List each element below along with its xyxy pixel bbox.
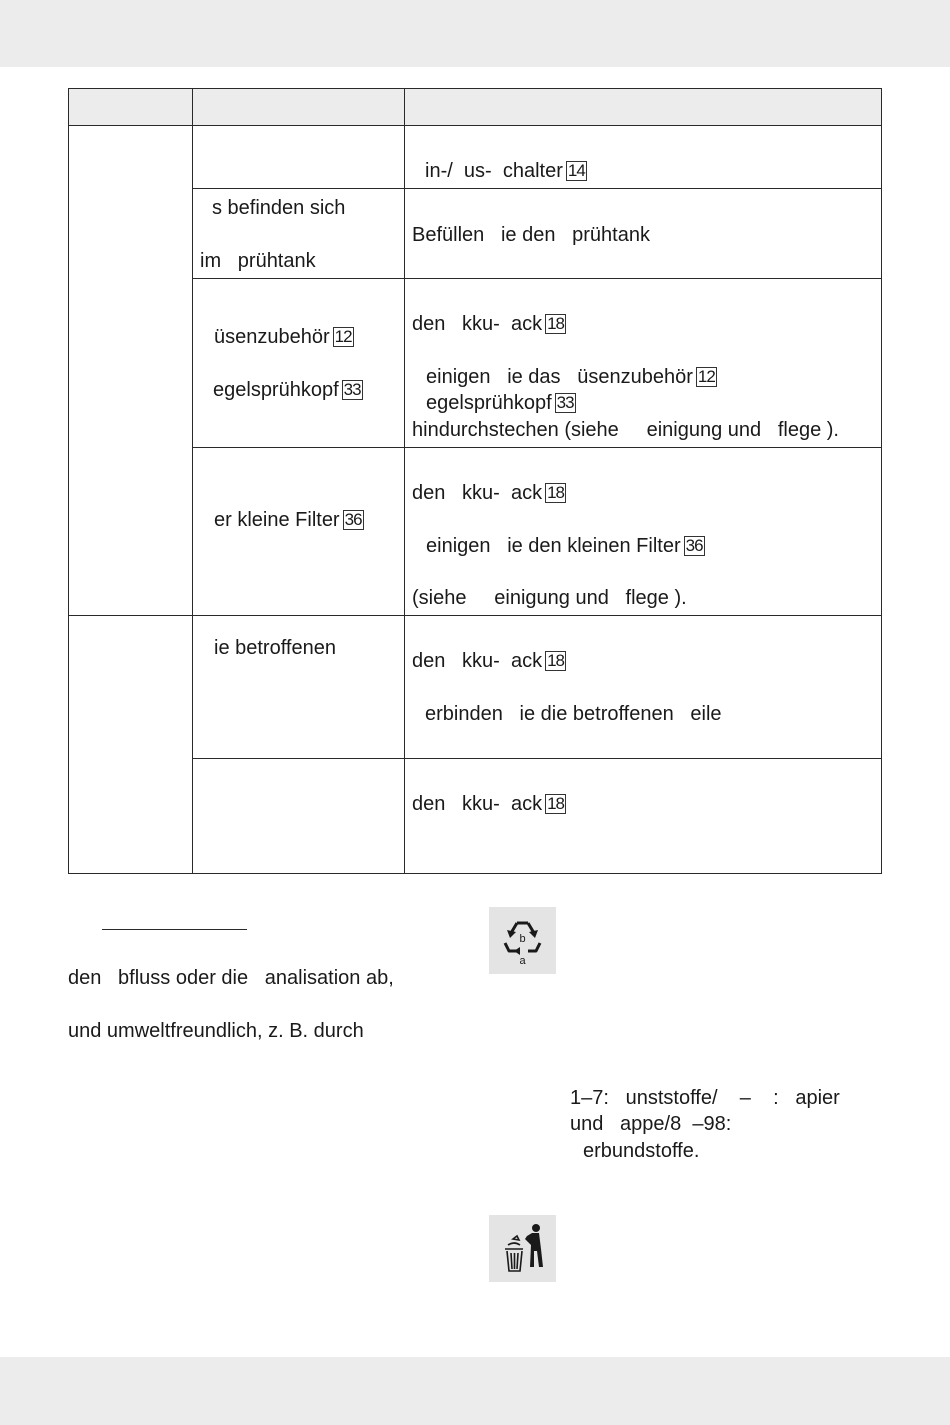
cause-text: üsenzubehör 12 xyxy=(214,326,352,348)
svg-text:a: a xyxy=(519,955,526,967)
disposal-text: den bfluss oder die analisation ab, xyxy=(68,967,394,989)
column-divider-1 xyxy=(192,89,193,873)
remedy-text: den kku- ack 18 xyxy=(412,482,565,504)
row-divider xyxy=(192,758,881,759)
cause-text: ie betroffenen xyxy=(214,637,336,659)
row-divider xyxy=(192,188,881,189)
remedy-text: den kku- ack 18 xyxy=(412,793,565,815)
material-codes: erbundstoffe. xyxy=(583,1140,700,1162)
top-band xyxy=(0,0,950,67)
reference-number: 33 xyxy=(343,380,361,399)
reference-number: 36 xyxy=(685,536,703,555)
reference-number: 12 xyxy=(334,327,352,346)
column-divider-2 xyxy=(404,89,405,873)
material-codes: und appe/8 –98: xyxy=(570,1113,732,1135)
cause-text: s befinden sich xyxy=(212,197,346,219)
cause-text: egelsprühkopf 33 xyxy=(213,379,361,401)
cause-text: er kleine Filter 36 xyxy=(214,509,362,531)
remedy-text: egelsprühkopf 33 xyxy=(426,392,574,414)
reference-number: 18 xyxy=(547,794,565,813)
cause-text: im prühtank xyxy=(200,250,316,272)
remedy-text: Befüllen ie den prühtank xyxy=(412,224,650,246)
svg-text:b: b xyxy=(519,933,526,945)
remedy-text: den kku- ack 18 xyxy=(412,650,565,672)
disposal-text: und umweltfreundlich, z. B. durch xyxy=(68,1020,364,1042)
remedy-text: hindurchstechen (siehe einigung und flege ). xyxy=(412,419,839,441)
material-codes: 1–7: unststoffe/ – : apier xyxy=(570,1087,840,1109)
row-divider xyxy=(192,278,881,279)
reference-number: 18 xyxy=(547,314,565,333)
row-divider xyxy=(69,615,881,616)
remedy-text: einigen ie den kleinen Filter 36 xyxy=(426,535,703,557)
reference-number: 12 xyxy=(697,367,715,386)
trash-bin-icon xyxy=(489,1215,556,1282)
remedy-text: erbinden ie die betroffenen eile xyxy=(425,703,722,725)
bottom-band xyxy=(0,1357,950,1425)
heading-underline xyxy=(102,929,247,930)
reference-number: 14 xyxy=(567,161,585,180)
reference-number: 33 xyxy=(556,393,574,412)
reference-number: 36 xyxy=(344,510,362,529)
remedy-text: den kku- ack 18 xyxy=(412,313,565,335)
reference-number: 18 xyxy=(547,651,565,670)
table-header-row xyxy=(69,89,881,126)
reference-number: 18 xyxy=(547,483,565,502)
remedy-text: (siehe einigung und flege ). xyxy=(412,587,687,609)
table-row: in-/ us- chalter 14 xyxy=(425,160,585,182)
recycling-icon xyxy=(489,907,556,974)
remedy-text: einigen ie das üsenzubehör 12 xyxy=(426,366,715,388)
row-divider xyxy=(192,447,881,448)
